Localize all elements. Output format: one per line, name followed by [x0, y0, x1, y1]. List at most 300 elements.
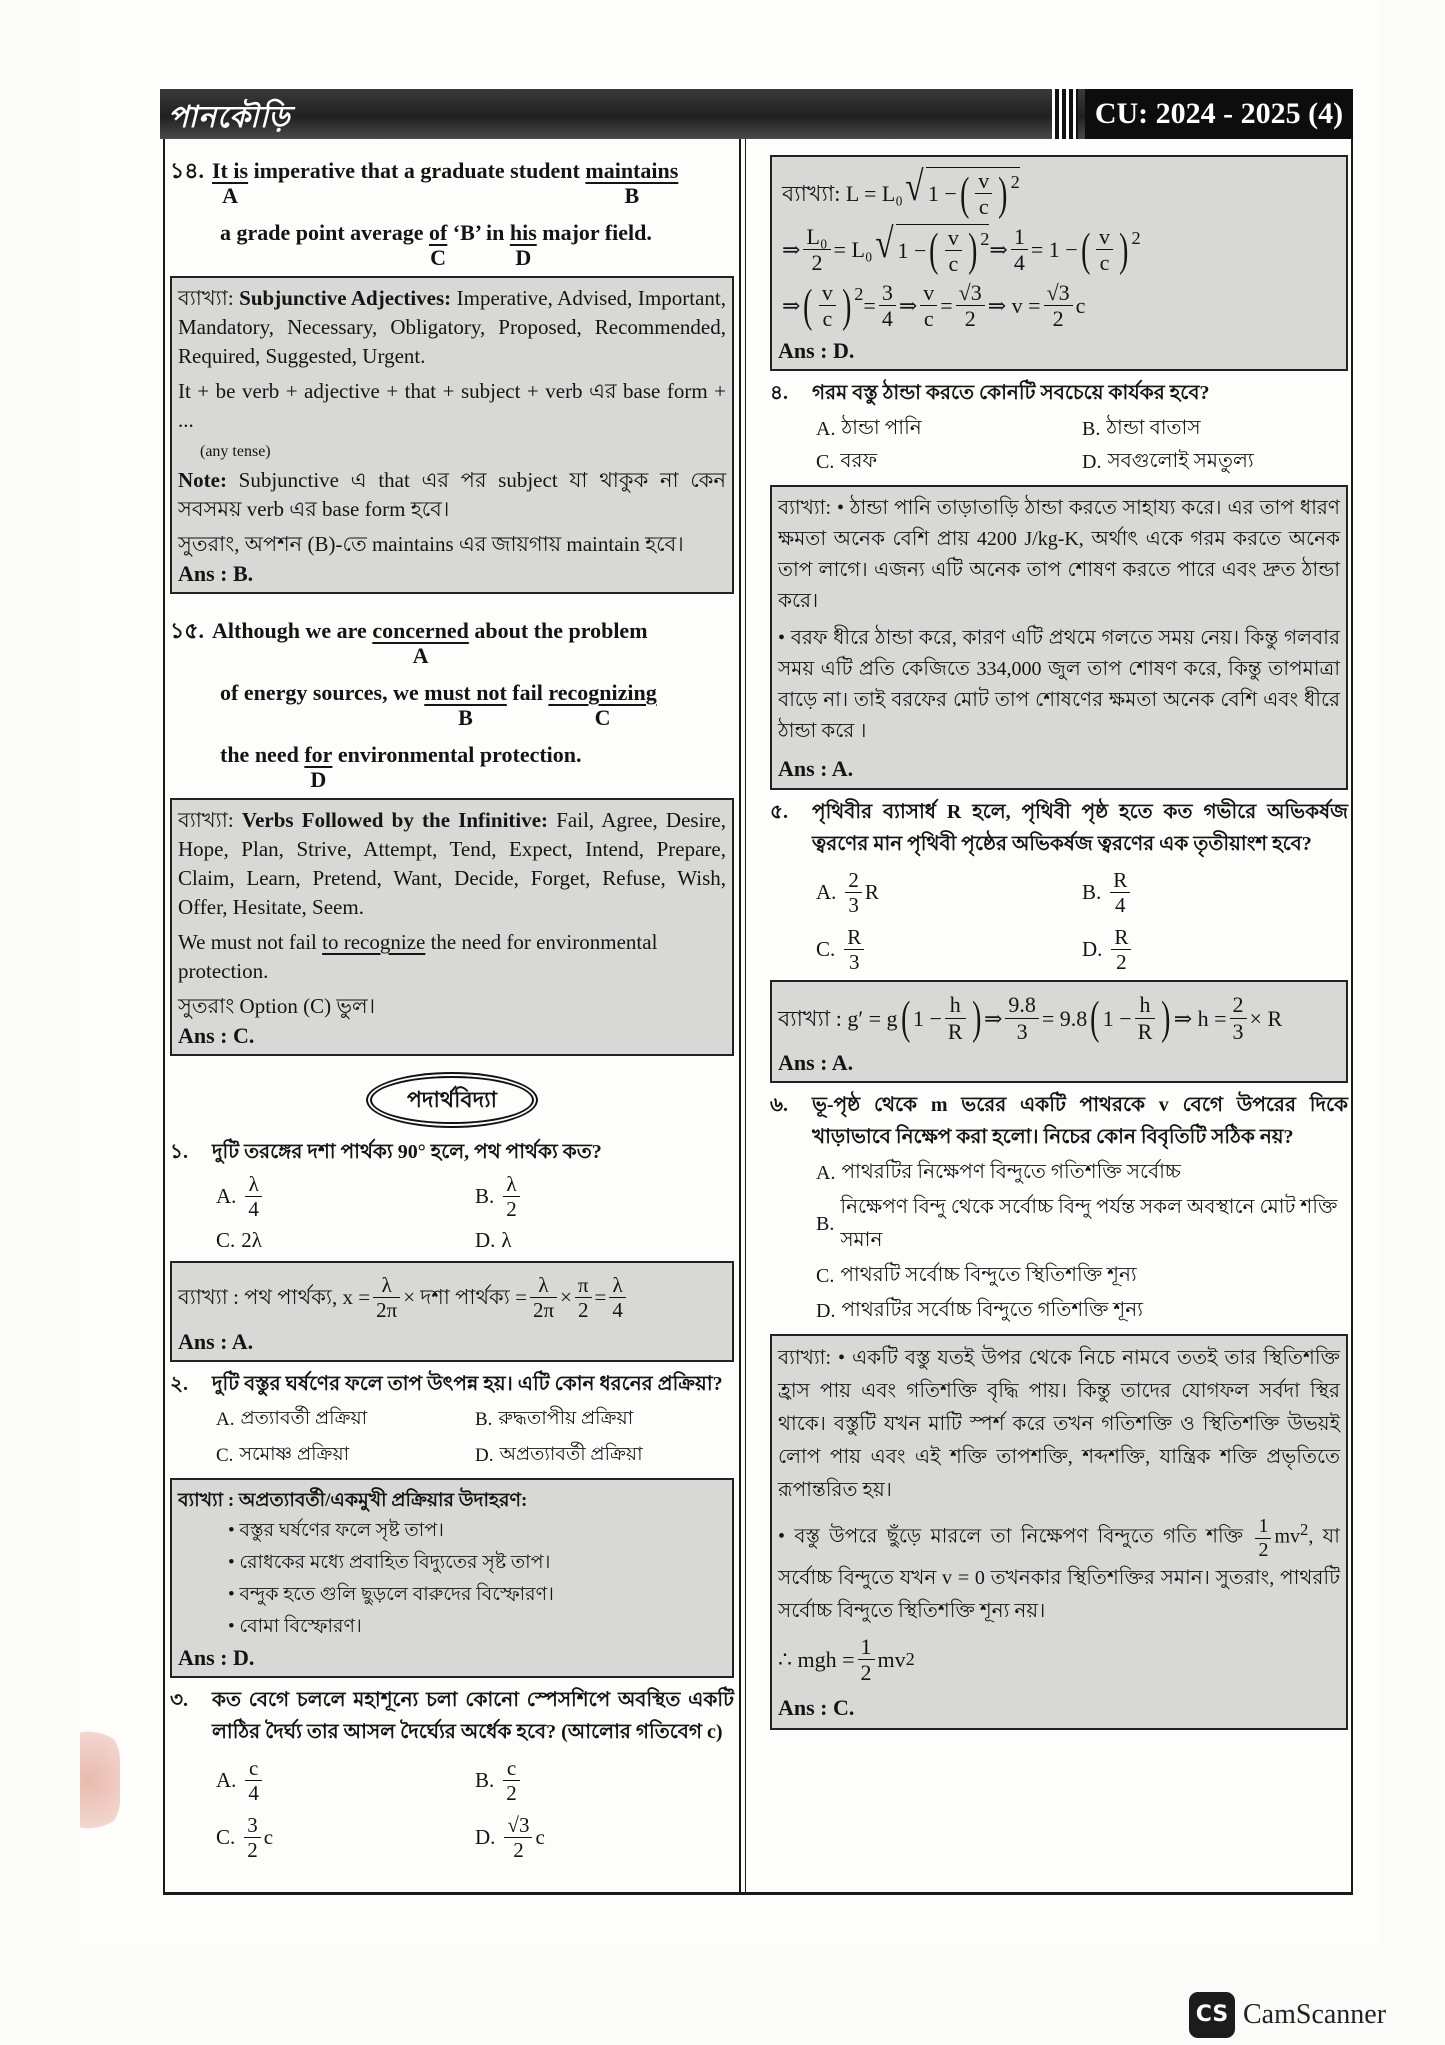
fraction: [819, 280, 836, 332]
denominator: R: [947, 1018, 963, 1044]
text-run: সুতরাং, অপশন (B)-তে maintains এর জায়গায় maintain হবে।: [178, 532, 684, 556]
denominator: 3: [848, 892, 859, 917]
math-line: [782, 164, 1340, 220]
math-line: [778, 992, 1340, 1044]
text-run: গরম বস্তু ঠান্ডা করতে কোনটি সবচেয়ে কার্যকর হবে?: [812, 381, 1210, 404]
left-paren-icon: (: [803, 279, 813, 331]
exam-code: CU: 2024 - 2025 (4): [1085, 89, 1353, 139]
question-6: [770, 1089, 1348, 1332]
fraction: [245, 1172, 262, 1221]
bold-text: Verbs Followed by the Infinitive:: [241, 808, 549, 832]
option-label: C: [594, 705, 611, 730]
column-divider-inner: [745, 139, 746, 1893]
denominator: 4: [1115, 892, 1126, 917]
explanation-box-1: [170, 1261, 734, 1361]
exponent: 2: [854, 284, 864, 305]
option-letter: A.: [216, 1408, 235, 1430]
option-letter: C.: [816, 450, 835, 473]
fraction: [803, 224, 830, 276]
right-paren-icon: ): [1161, 992, 1171, 1044]
denominator: 4: [248, 1780, 259, 1805]
denominator: 2: [860, 1659, 872, 1685]
text-run: the need for environmental protection.: [178, 930, 658, 983]
rich-text: [212, 618, 648, 668]
text-run: ব্যাখ্যা : g′ = g: [778, 1005, 898, 1031]
underlined-option: [304, 742, 333, 792]
rich-text: [220, 742, 582, 792]
text-run: 1 −: [897, 237, 927, 263]
text-run: ⇒: [898, 293, 918, 319]
explanation-box-4: [770, 485, 1348, 790]
underlined-text: to recognize: [322, 930, 426, 954]
underlined-text: It is: [212, 158, 249, 183]
underlined-option: [372, 618, 469, 668]
section-title-physics: পদার্থবিদ্যা: [370, 1076, 534, 1124]
fraction: [1011, 224, 1028, 276]
parenthesized-expression: [1078, 224, 1141, 276]
text-run: , যা সর্বোচ্চ বিন্দুতে যখন v = 0 তখনকার স্থিতিশক্তির সমান। সুতরাং, পাথরটি সর্বোচ্চ বিন্দুতে স্থিতিশক্তি শূন্য নয়।: [778, 1525, 1340, 1622]
exponent: 2: [1300, 1519, 1309, 1539]
rich-text: [212, 1684, 734, 1748]
answer: Ans : A.: [778, 755, 854, 781]
numerator: 1: [1255, 1515, 1271, 1539]
option-c: [816, 446, 1082, 479]
fraction: [575, 1273, 592, 1322]
publisher-logo: পানকৌড়ি: [168, 100, 291, 135]
underlined-text: must not: [424, 680, 507, 705]
fraction: [609, 1273, 626, 1322]
left-frame-rule: [163, 139, 165, 1893]
underlined-text: concerned: [372, 618, 469, 643]
text-run: Fail, Agree, Desire, Hope, Plan, Strive, Attempt, Tend, Expect, Intend, Prepare, Claim, Learn, Pretend, Want, Decide, Forget, Refuse, Wish, Offer, Hesitate, Seem.: [178, 808, 726, 919]
math-derivation: [178, 1273, 726, 1322]
denominator: 2: [1052, 306, 1064, 332]
question-number: ১৫.: [170, 618, 205, 643]
numerator: λ: [373, 1273, 400, 1298]
rich-text: [220, 220, 652, 270]
fraction: [373, 1273, 400, 1322]
option-b: [1082, 868, 1348, 917]
text-run: সুতরাং Option (C) ভুল।: [178, 994, 376, 1018]
option-b: [816, 1192, 1348, 1258]
option-label: D: [310, 767, 327, 792]
fraction: [1111, 925, 1131, 974]
rich-text: [212, 1368, 734, 1400]
text-run: ×: [560, 1285, 572, 1310]
text-run: ভূ-পৃষ্ঠ থেকে m ভরের একটি পাথরকে v বেগে উপরের দিকে খাড়াভাবে নিক্ষেপ করা হলো। নিচের কোন বিবৃতিটি সঠিক নয়?: [812, 1093, 1348, 1148]
rich-text: [778, 1513, 1340, 1628]
list-item: • বোমা বিস্ফোরণ।: [228, 1615, 362, 1637]
text-run: ব্যাখ্যা : পথ পার্থক্য, x =: [178, 1285, 371, 1310]
explanation-box-15: [170, 798, 734, 1056]
text-run: পৃথিবীর ব্যাসার্ধ R হলে, পৃথিবী পৃষ্ঠ হতে কত গভীরে অভিকর্ষজ ত্বরণের মান পৃথিবী পৃষ্ঠের অভিকর্ষজ ত্বরণের এক তৃতীয়াংশ হবে?: [812, 800, 1348, 855]
text-run: 1 −: [927, 181, 957, 207]
text-run: environmental protection.: [332, 742, 582, 767]
numerator: v: [1096, 224, 1113, 250]
option-letter: B.: [475, 1184, 495, 1209]
option-a: [816, 1157, 1348, 1190]
option-b: [475, 1756, 734, 1805]
parenthesized-expression: [1087, 992, 1173, 1044]
explanation-heading: ব্যাখ্যা : অপ্রত্যাবর্তী/একমুখী প্রক্রিয়ার উদাহরণ:: [178, 1489, 528, 1511]
option-letter: A.: [816, 879, 837, 904]
option-c: [816, 1260, 1348, 1293]
right-paren-icon: ): [998, 167, 1008, 219]
text-run: imperative that a graduate student: [248, 158, 586, 183]
underlined-option: [548, 680, 657, 730]
text-run: পাথরটি সর্বোচ্চ বিন্দুতে স্থিতিশক্তি শূন্য: [840, 1263, 1137, 1286]
text-run: × R: [1249, 1005, 1283, 1031]
option-label: D: [515, 245, 532, 270]
fraction: [1135, 992, 1156, 1044]
page-header: [160, 89, 1353, 139]
math-line: [782, 220, 1340, 277]
right-column: [770, 153, 1348, 1736]
text-run: a grade point average: [220, 220, 429, 245]
section-title-wrapper: [170, 1076, 734, 1124]
left-paren-icon: (: [1090, 992, 1100, 1044]
text-run: ∴ mgh =: [778, 1646, 855, 1672]
option-b: [475, 1404, 734, 1436]
rich-text: [220, 680, 657, 730]
option-letter: C.: [216, 1824, 236, 1849]
option-c: [216, 1813, 475, 1862]
text-run: c: [1075, 293, 1086, 319]
option-letter: A.: [216, 1767, 237, 1792]
text-run: ⇒: [983, 1005, 1003, 1031]
text-run: রুদ্ধতাপীয় প্রক্রিয়া: [498, 1407, 634, 1429]
numerator: 9.8: [1005, 992, 1039, 1018]
text-run: ঠান্ডা বাতাস: [1106, 416, 1201, 439]
text-run: প্রত্যাবর্তী প্রক্রিয়া: [240, 1407, 368, 1429]
column-divider: [739, 139, 741, 1893]
question-number: ৩.: [170, 1688, 189, 1711]
text-run: = L₀: [833, 237, 873, 263]
rich-text: [778, 623, 1340, 747]
text-run: mv: [877, 1646, 906, 1672]
text-run: =: [863, 293, 876, 319]
text-run: ব্যাখ্যা:: [178, 286, 240, 310]
exponent: 2: [1010, 172, 1020, 192]
text-run: ⇒: [782, 237, 801, 263]
numerator: 2: [845, 868, 862, 893]
option-a: [216, 1756, 475, 1805]
option-d: [475, 1440, 734, 1472]
tense-note: (any tense): [200, 443, 271, 460]
text-run: We must not fail: [178, 930, 323, 954]
fraction: [244, 1813, 261, 1862]
explanation-box-6: [770, 1334, 1348, 1730]
numerator: R: [844, 925, 864, 950]
option-d: [1082, 925, 1348, 974]
parenthesized-expression: [898, 992, 984, 1044]
rich-text: [778, 1634, 1340, 1686]
camscanner-logo-icon: CS: [1189, 1992, 1235, 2038]
answer: Ans : B.: [178, 561, 254, 586]
option-letter: A.: [816, 417, 836, 440]
denominator: 2π: [532, 1298, 555, 1323]
bold-text: Subjunctive Adjectives:: [239, 286, 452, 310]
option-a: [216, 1172, 475, 1221]
question-2: [170, 1368, 734, 1476]
numerator: 1: [858, 1634, 875, 1660]
denominator: 2: [1258, 1538, 1269, 1561]
text-run: R: [864, 879, 879, 904]
rich-text: [178, 992, 726, 1021]
radical-sign-icon: √: [905, 164, 924, 210]
question-number: ৪.: [770, 381, 788, 404]
fraction: [1255, 1515, 1271, 1562]
underlined-text: recognizing: [548, 680, 657, 705]
numerator: v: [819, 280, 836, 306]
text-run: of energy sources, we: [220, 680, 425, 705]
fraction: [845, 868, 862, 917]
text-run: Subjunctive এ that এর পর subject যা থাকুক না কেন সবসময় verb এর base form হবে।: [178, 468, 726, 521]
option-letter: B.: [1082, 879, 1102, 904]
denominator: R: [1137, 1018, 1153, 1044]
option-letter: B.: [1082, 417, 1101, 440]
camscanner-watermark: [1189, 1992, 1386, 2038]
numerator: c: [503, 1756, 520, 1781]
right-paren-icon: ): [967, 224, 978, 276]
denominator: c: [978, 194, 989, 220]
option-d: [475, 1225, 734, 1255]
text-run: দুটি বস্তুর ঘর্ষণের ফলে তাপ উৎপন্ন হয়। এটি কোন ধরনের প্রক্রিয়া?: [212, 1372, 723, 1395]
text-run: সবগুলোই সমতুল্য: [1107, 449, 1254, 472]
fraction: [1110, 868, 1130, 917]
numerator: 1: [1011, 224, 1028, 250]
answer: Ans : A.: [178, 1328, 254, 1354]
rich-text: [178, 284, 726, 371]
left-paren-icon: (: [929, 224, 939, 276]
rich-text: [812, 377, 1348, 409]
text-run: বরফ: [840, 449, 878, 472]
fraction: [956, 280, 985, 332]
bottom-rule: [163, 1892, 1353, 1895]
denominator: 2: [513, 1837, 524, 1862]
answer: Ans : A.: [778, 1049, 854, 1075]
math-derivation: [778, 164, 1340, 332]
denominator: 2: [506, 1780, 517, 1805]
list-item: • বস্তুর ঘর্ষণের ফলে সৃষ্ট তাপ।: [228, 1519, 444, 1541]
denominator: 3: [849, 950, 860, 975]
option-letter: A.: [816, 1161, 836, 1184]
numerator: λ: [503, 1172, 520, 1197]
question-14: [170, 140, 734, 274]
answer-options: [170, 1404, 734, 1472]
numerator: 3: [244, 1813, 261, 1838]
text-run: = 1 −: [1030, 237, 1078, 263]
text-run: ব্যাখ্যা:: [178, 808, 242, 832]
explanation-box-5: [770, 980, 1348, 1083]
rich-text: [178, 530, 726, 559]
denominator: 4: [1013, 250, 1025, 276]
underlined-text: of: [428, 220, 448, 245]
rich-text: [778, 1342, 1340, 1507]
numerator: √3: [1044, 280, 1073, 306]
option-letter: B.: [816, 1213, 835, 1236]
list-item: • রোধকের মধ্যে প্রবাহিত বিদ্যুতের সৃষ্ট তাপ।: [228, 1551, 551, 1573]
fraction: [1096, 224, 1113, 276]
option-letter: D.: [1082, 450, 1102, 473]
text-run: c: [535, 1824, 545, 1849]
option-letter: D.: [475, 1227, 496, 1252]
numerator: L₀: [803, 224, 830, 250]
option-letter: D.: [1082, 937, 1103, 962]
text-run: 1 −: [1102, 1005, 1132, 1031]
numerator: v: [975, 168, 992, 194]
text-run: ⇒ v =: [987, 293, 1041, 319]
fraction: [504, 1813, 532, 1862]
option-label: C: [430, 245, 447, 270]
rich-text: [812, 1089, 1348, 1153]
option-c: [216, 1225, 475, 1255]
left-paren-icon: (: [959, 167, 970, 219]
option-letter: D.: [816, 1299, 836, 1322]
option-c: [216, 1440, 475, 1472]
option-label: B: [624, 183, 640, 208]
text-run: mv: [1274, 1525, 1300, 1548]
denominator: c: [822, 306, 833, 332]
question-1: [170, 1136, 734, 1259]
fraction: [503, 1756, 520, 1805]
denominator: 2π: [376, 1298, 398, 1323]
fraction: [245, 1756, 262, 1805]
question-15: [170, 600, 734, 796]
example-list: [178, 1515, 726, 1643]
text-run: ‘B’ in: [447, 220, 510, 245]
question-number: ৬.: [770, 1093, 789, 1116]
fraction: [844, 925, 864, 974]
option-a: [216, 1404, 475, 1436]
left-column: [170, 140, 734, 1866]
numerator: c: [245, 1756, 262, 1781]
underlined-option: [322, 930, 425, 954]
numerator: π: [575, 1273, 592, 1298]
numerator: h: [1135, 992, 1156, 1018]
denominator: 3: [1232, 1018, 1244, 1044]
bold-text: Note:: [178, 468, 227, 492]
radical-sign-icon: √: [874, 220, 894, 267]
answer-options: [770, 1157, 1348, 1328]
numerator: λ: [530, 1273, 557, 1298]
numerator: v: [945, 225, 962, 251]
numerator: √3: [956, 280, 985, 306]
question-number: ৫.: [770, 800, 788, 823]
option-letter: D.: [475, 1444, 494, 1466]
right-frame-rule: [1351, 139, 1353, 1893]
rich-text: [178, 466, 726, 524]
text-run: Although we are: [212, 618, 373, 643]
right-paren-icon: ): [841, 279, 852, 331]
denominator: 2: [247, 1837, 258, 1862]
question-5: [770, 796, 1348, 979]
rich-text: [778, 493, 1340, 617]
text-run: নিক্ষেপণ বিন্দু থেকে সর্বোচ্চ বিন্দু পর্যন্ত সকল অবস্থানে মোট শক্তি সমান: [840, 1195, 1338, 1251]
denominator: 4: [612, 1298, 623, 1323]
denominator: 2: [964, 306, 976, 332]
rich-text: [178, 928, 726, 986]
rich-text: [212, 1136, 734, 1168]
denominator: 2: [506, 1197, 517, 1222]
radicand: [926, 167, 1020, 220]
header-bars-decoration: [1052, 89, 1078, 139]
denominator: c: [948, 250, 959, 276]
answer: Ans : C.: [178, 1023, 255, 1048]
fraction: [1005, 992, 1039, 1044]
question-number: ১.: [170, 1141, 188, 1163]
denominator: c: [1099, 250, 1110, 276]
text-run: • বস্তু উপরে ছুঁড়ে মারলে তা নিক্ষেপণ বিন্দুতে গতি শক্তি: [778, 1525, 1253, 1548]
text-run: 2λ: [241, 1227, 262, 1252]
denominator: 3: [1016, 1018, 1028, 1044]
left-paren-icon: (: [900, 992, 910, 1044]
underlined-option: [424, 680, 507, 730]
text-run: =: [594, 1285, 607, 1310]
question-number: ২.: [170, 1372, 189, 1395]
text-run: c: [263, 1824, 274, 1849]
question-number: ১৪.: [170, 158, 205, 183]
text-run: পাথরটির সর্বোচ্চ বিন্দুতে গতিশক্তি শূন্য: [841, 1298, 1143, 1321]
math-line: [782, 280, 1340, 332]
rich-text: [178, 806, 726, 922]
answer-options: [770, 868, 1348, 975]
underlined-text: his: [509, 220, 537, 245]
option-letter: C.: [216, 1444, 234, 1466]
text-run: the need: [220, 742, 305, 767]
text-run: ঠান্ডা পানি: [841, 416, 922, 439]
rich-text: [812, 796, 1348, 860]
text-run: দুটি তরঙ্গের দশা পার্থক্য 90° হলে, পথ পার্থক্য কত?: [212, 1141, 602, 1163]
underlined-option: [585, 158, 679, 208]
fraction: [503, 1172, 520, 1221]
option-b: [1082, 413, 1348, 446]
option-letter: C.: [216, 1227, 236, 1252]
text-run: ব্যাখ্যা: L = L₀: [782, 180, 903, 206]
answer: Ans : D.: [778, 337, 855, 363]
underlined-option: [428, 220, 448, 270]
numerator: 2: [1230, 992, 1247, 1018]
text-run: λ: [501, 1227, 512, 1252]
left-paren-icon: (: [1080, 223, 1090, 275]
text-run: It + be verb + adjective + that + subject + verb এর base form + ...: [178, 379, 726, 432]
square-root: [903, 164, 1020, 220]
numerator: √3: [504, 1813, 532, 1838]
text-run: = 9.8: [1041, 1005, 1088, 1031]
fraction: [1230, 992, 1247, 1044]
option-letter: A.: [216, 1184, 237, 1209]
text-run: major field.: [536, 220, 652, 245]
option-letter: D.: [475, 1824, 496, 1849]
option-a: [816, 868, 1082, 917]
text-run: × দশা পার্থক্য =: [403, 1285, 527, 1310]
fraction: [920, 280, 937, 332]
option-d: [816, 1295, 1348, 1328]
text-run: ⇒: [782, 293, 801, 319]
option-d: [475, 1813, 734, 1862]
text-run: 1 −: [912, 1005, 942, 1031]
underlined-text: for: [304, 742, 333, 767]
denominator: c: [923, 306, 934, 332]
parenthesized-expression: [957, 168, 1020, 220]
numerator: R: [1111, 925, 1131, 950]
text-run: ব্যাখ্যা: • ঠান্ডা পানি তাড়াতাড়ি ঠান্ডা করতে সাহায্য করে। এর তাপ ধারণ ক্ষমতা অনেক বেশি প্রায় 4200 J/kg-K, অর্থাৎ একে গরম করতে অনেক তাপ লাগে। এজন্য এটি অনেক তাপ শোষণ করতে পারে এবং দ্রুত ঠান্ডা করে।: [778, 496, 1340, 612]
denominator: 2: [811, 250, 823, 276]
option-c: [816, 925, 1082, 974]
exponent: 2: [980, 228, 990, 249]
fraction: [858, 1634, 875, 1686]
underlined-option: [509, 220, 537, 270]
